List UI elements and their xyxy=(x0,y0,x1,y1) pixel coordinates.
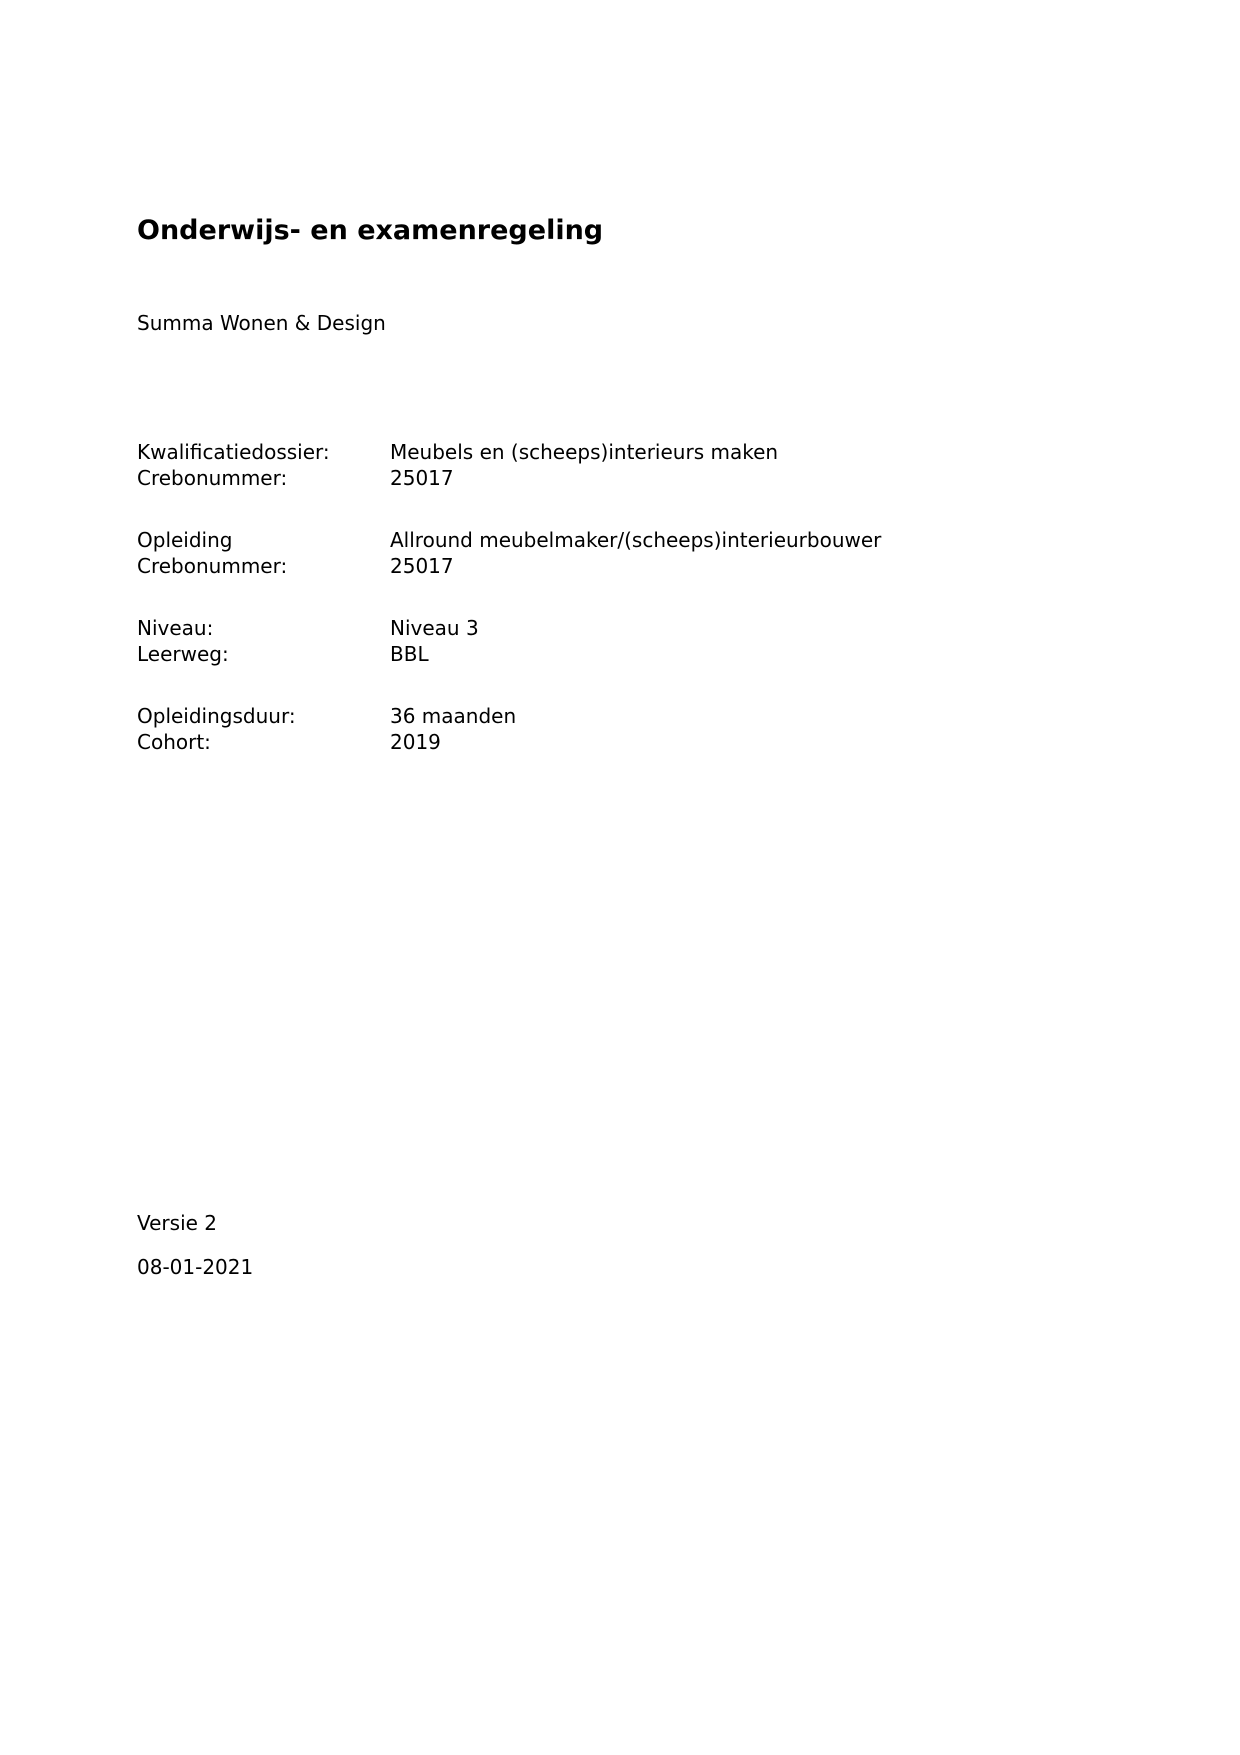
info-group-kwalificatiedossier xyxy=(137,439,881,491)
info-row-niveau xyxy=(137,615,881,641)
info-label-kwalificatiedossier: Kwalificatiedossier: xyxy=(137,440,330,464)
info-value-crebonummer-1: 25017 xyxy=(390,466,454,490)
version-date: 08-01-2021 xyxy=(137,1255,254,1279)
info-row-leerweg xyxy=(137,641,881,667)
info-label-opleidingsduur: Opleidingsduur: xyxy=(137,704,296,728)
info-value-crebonummer-2: 25017 xyxy=(390,554,454,578)
info-section xyxy=(137,439,881,791)
info-value-kwalificatiedossier: Meubels en (scheeps)interieurs maken xyxy=(390,440,779,464)
info-label-cohort: Cohort: xyxy=(137,730,211,754)
info-row-cohort xyxy=(137,729,881,755)
info-value-opleidingsduur: 36 maanden xyxy=(390,704,517,728)
info-group-opleiding xyxy=(137,527,881,579)
info-label-crebonummer-2: Crebonummer: xyxy=(137,554,288,578)
info-label-crebonummer-1: Crebonummer: xyxy=(137,466,288,490)
info-label-opleiding: Opleiding xyxy=(137,528,233,552)
school-name: Summa Wonen & Design xyxy=(137,311,386,335)
info-group-opleidingsduur xyxy=(137,703,881,755)
info-value-cohort: 2019 xyxy=(390,730,441,754)
info-group-niveau xyxy=(137,615,881,667)
info-row-kwalificatiedossier xyxy=(137,439,881,465)
info-label-leerweg: Leerweg: xyxy=(137,642,229,666)
info-row-opleidingsduur xyxy=(137,703,881,729)
info-value-opleiding: Allround meubelmaker/(scheeps)interieurbouwer xyxy=(390,528,882,552)
document-title: Onderwijs- en examenregeling xyxy=(137,215,604,246)
info-row-crebonummer-1 xyxy=(137,465,881,491)
info-value-niveau: Niveau 3 xyxy=(390,616,479,640)
info-value-leerweg: BBL xyxy=(390,642,429,666)
info-label-niveau: Niveau: xyxy=(137,616,214,640)
version-block xyxy=(137,1210,253,1280)
info-row-crebonummer-2 xyxy=(137,553,881,579)
version-label: Versie 2 xyxy=(137,1211,218,1235)
info-row-opleiding xyxy=(137,527,881,553)
